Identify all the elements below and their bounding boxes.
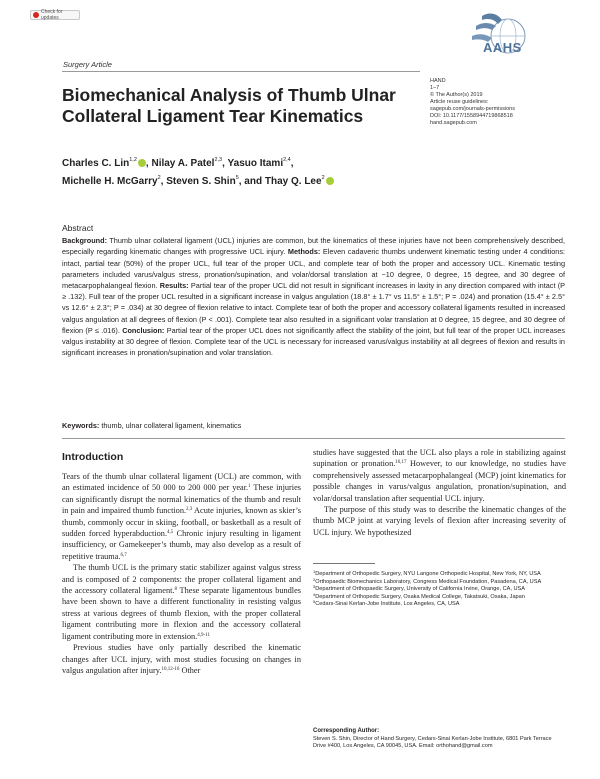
copyright: © The Author(s) 2019 <box>430 92 483 98</box>
body-text: Previous studies have only partially described the kinematic changes after UCL injury, with most studies focusing on changes in valgus angulation after injury. <box>62 643 301 675</box>
body-paragraph <box>62 642 301 676</box>
citation-reference: 6,7 <box>120 552 127 558</box>
body-text: Tears of the thumb ulnar collateral ligament (UCL) are common, with an estimated incidence of 50 000 to 200 000 per year. <box>62 472 301 493</box>
author-name: Michelle H. McGarry <box>62 176 158 187</box>
results-label: Results: <box>159 281 189 291</box>
author-name: Thay Q. Lee <box>264 176 322 187</box>
author-affiliation-mark: 1,2 <box>129 157 137 163</box>
citation-reference: 4,9-11 <box>197 632 210 638</box>
orcid-icon[interactable] <box>326 177 334 185</box>
body-column-left <box>62 471 301 676</box>
affiliation-text: Cedars-Sinai Kerlan-Jobe Institute, Los Angeles, CA, USA <box>315 601 460 608</box>
check-badge-label: Check for updates <box>41 9 63 21</box>
author-separator: , <box>160 176 167 187</box>
body-column-right <box>313 447 566 538</box>
author-affiliation-mark: 5 <box>235 175 239 181</box>
affiliation-text: Department of Orthopedic Surgery, NYU Langone Orthopedic Hospital, New York, NY, USA <box>315 571 541 577</box>
abstract-body <box>62 235 565 358</box>
author-name: Nilay A. Patel <box>151 158 215 169</box>
body-paragraph <box>62 471 301 562</box>
affiliation-mark: 3 <box>313 584 316 590</box>
keywords-label: Keywords: <box>62 421 100 430</box>
affiliations <box>313 571 566 609</box>
check-for-updates-badge[interactable] <box>30 10 80 20</box>
author-separator: , and <box>238 176 265 187</box>
journal-name: HAND <box>430 78 446 84</box>
affiliation-item <box>313 586 566 594</box>
affiliation-text: Department of Orthopedic Surgery, Osaka Medical College, Takatsuki, Osaka, Japan <box>315 593 525 600</box>
affiliation-text: Orthopaedic Biomechanics Laboratory, Congress Medical Foundation, Pasadena, CA, USA <box>315 578 542 585</box>
citation-reference: 8 <box>174 587 177 593</box>
affiliation-item <box>313 601 566 609</box>
body-text: However, to our knowledge, no studies have comprehensively assessed metacarpophalangeal (MCP) joint kinematics for possible changes in varus/valgus angulation, pronation/supination, and volar/dorsal translation after sequential UCL injury. <box>313 459 566 503</box>
abstract-heading: Abstract <box>62 223 94 233</box>
body-text: The thumb UCL is the primary static stabilizer against valgus stress and is composed of 2 components: the proper collateral ligament and the accessory collateral ligament. <box>62 563 301 596</box>
abstract <box>62 223 565 358</box>
author-affiliation-mark: 2 <box>321 175 325 181</box>
author-affiliation-mark: 2 <box>157 175 161 181</box>
author-list <box>62 153 422 189</box>
body-text: Acute injuries, known as skier’s thumb, commonly occur in skiing, football, or basketball as a result of sudden forced hyperabduction. <box>62 506 301 539</box>
keywords-divider <box>62 438 565 439</box>
affiliation-mark: 2 <box>313 576 316 582</box>
citation-reference: 2,3 <box>186 507 193 513</box>
corresponding-heading: Corresponding Author: <box>313 728 380 734</box>
author-name: Charles C. Lin <box>62 158 130 169</box>
affiliation-mark: 1 <box>313 569 316 574</box>
author-name: Steven S. Shin <box>166 176 236 187</box>
author-separator: , <box>145 158 152 169</box>
corresponding-text: Steven S. Shin, Director of Hand Surgery, Cedars-Sinai Kerlan-Jobe Institute, 6801 Park Terrace Drive #400, Los Angeles, CA 90045, USA. Email: orthohand@gmail.com <box>313 735 552 750</box>
affiliation-text: Department of Orthopaedic Surgery, University of California Irvine, Orange, CA, USA <box>315 586 525 593</box>
permissions-link[interactable]: sagepub.com/journals-permissions <box>430 106 515 112</box>
doi[interactable]: DOI: 10.1177/1558944719868518 <box>430 113 513 119</box>
body-paragraph <box>62 562 301 642</box>
introduction-heading: Introduction <box>62 451 124 463</box>
background-label: Background: <box>62 236 107 246</box>
article-type: Surgery Article <box>63 60 112 69</box>
body-text: studies have suggested that the UCL also plays a role in stabilizing against supination or pronation. <box>313 448 566 469</box>
background-text: Thumb ulnar collateral ligament (UCL) injuries are common, but the kinematics of these injuries have not been comprehensively described, especially regarding kinematic changes with progressive UCL injury. <box>62 236 565 257</box>
body-text: These injuries can significantly disrupt the normal kinematics of the thumb and result in pain and impaired thumb function. <box>62 483 301 516</box>
author-separator: , <box>290 158 294 169</box>
citation-reference: 1 <box>248 484 251 490</box>
results-text: Partial tear of the proper UCL did not result in significant increases in laxity in any direction compared with intact (P ≥ .132). Full tear of the proper UCL resulted in a significant increase in valgus angulation (18.8° ± 1.7° vs 11.5° ± 1.5°; P = .024) and pronation (15.4° ± 2.5° vs 12.6° ± 2.3°; P = .034) at 30 degree of flexion relative to intact. Complete tear of both the proper and accessory collateral ligaments resulted in increased valgus angulation at all degrees of flexion (P < .001). Complete tear also resulted in a significant volar translation at 0 degree, 15 degree, and 30 degree of flexion (P ≤ .016). <box>62 281 566 335</box>
body-text: Other <box>179 665 201 675</box>
reuse-label: Article reuse guidelines: <box>430 99 489 105</box>
keywords-text: thumb, ulnar collateral ligament, kinematics <box>101 421 242 430</box>
body-text: The purpose of this study was to describe the kinematic changes of the thumb MCP joint at varying levels of flexion after increasing severity of UCL injury. We hypothesized <box>313 505 566 537</box>
header-divider <box>62 71 420 72</box>
affiliation-divider <box>313 563 375 564</box>
conclusion-label: Conclusion: <box>122 325 165 335</box>
body-text: These separate ligamentous bundles have been shown to have a different functionality in resisting valgus stress at various degrees of thumb flexion, with the proper collateral ligament contributing more in flexion and the accessory collateral ligament contributing more in extension. <box>62 586 302 641</box>
author-affiliation-mark: 2,4 <box>283 157 291 163</box>
page-range: 1–7 <box>430 85 440 91</box>
methods-text: Eleven cadaveric thumbs underwent kinematic testing under 4 conditions: intact, partial tear (50%) of the proper UCL, full tear of the proper UCL, and complete tear of both the proper and accessory UCL. Kinematic testing parameters included varus/valgus stress, pronation/supination, and volar/dorsal translation at −10 degree, 0 degree, 15 degree, and 30 degree of metacarpophalangeal flexion. <box>62 247 566 291</box>
citation-reference: 10,12-16 <box>161 666 180 672</box>
methods-label: Methods: <box>287 247 321 257</box>
citation-reference: 4,5 <box>167 530 174 536</box>
journal-logo <box>452 8 552 68</box>
body-paragraph <box>313 447 566 504</box>
keywords <box>62 421 241 430</box>
crossmark-icon <box>33 12 39 18</box>
author-separator: , <box>222 158 228 169</box>
affiliation-item <box>313 571 566 579</box>
logo-text: AAHS <box>483 40 522 55</box>
author-name: Yasuo Itami <box>227 158 284 169</box>
journal-meta <box>430 78 565 127</box>
body-text: Chronic injury resulting in ligament insufficiency, or Gamekeeper’s thumb, may also develop as a result of repetitive trauma. <box>62 529 301 561</box>
journal-site-link[interactable]: hand.sagepub.com <box>430 120 477 126</box>
citation-reference: 16,17 <box>395 460 407 466</box>
corresponding-author <box>313 728 566 751</box>
author-affiliation-mark: 2,3 <box>214 157 223 163</box>
body-paragraph <box>313 504 566 538</box>
orcid-icon[interactable] <box>138 159 146 167</box>
article-title: Biomechanical Analysis of Thumb Ulnar Collateral Ligament Tear Kinematics <box>62 85 396 126</box>
affiliation-mark: 5 <box>313 599 316 605</box>
conclusion-text: Partial tear of the proper UCL does not significantly affect the stability of the joint, but full tear of the proper UCL increases valgus instability at 30 degree of flexion. Complete tear of the UCL is necessary for increased varus/valgus instability at all degrees of flexion and results in significant increases in pronation/supination and volar translation. <box>62 325 566 358</box>
affiliation-mark: 4 <box>313 591 316 597</box>
